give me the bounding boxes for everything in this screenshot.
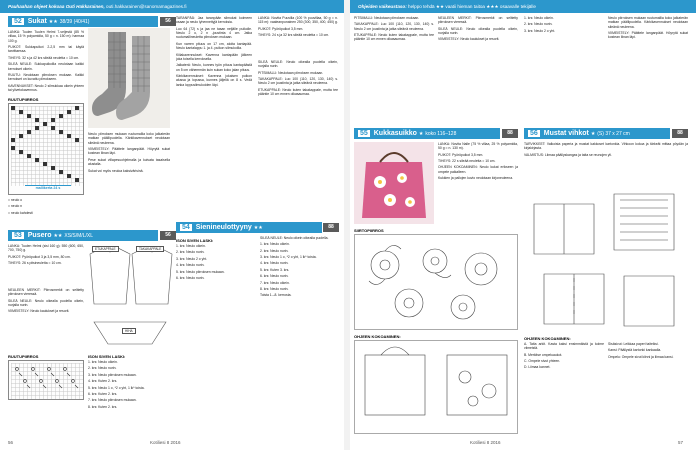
- text-paragraph: Luo 64 (72) s ja jaa ne tasan neljälle puikolle. Neulo 2 o, 2 n -joustinta 4 cm. Jatka ruutumallineuletta piirroksen mukaan.: [176, 26, 252, 40]
- page-number-left: 56: [8, 440, 14, 446]
- pattern-name: Mustat vihkot: [543, 130, 589, 137]
- socks-photo: [88, 28, 170, 128]
- text-paragraph: VIIMEISTELY: Päättele langanpäät. Höyrytä sukat kostean liinan läpi.: [608, 31, 688, 40]
- text-paragraph: 4. krs: Neulo nurin.: [176, 263, 205, 268]
- subheading: ISON SIVEN LASKI:: [88, 354, 126, 359]
- garment-schematic: [86, 244, 174, 314]
- notebook-assembly-diagram: [524, 184, 688, 334]
- text-paragraph: VALMISTUS: Liimaa päällyskangas ja taita se reunojen yli.: [524, 152, 612, 157]
- pattern-52-col1: [8, 30, 84, 94]
- text-paragraph: OHJEEN KOKOAMINEN: Neulo kukat erikseen ja ompele paikalleen.: [438, 165, 518, 174]
- pattern-53-col1: [8, 244, 84, 284]
- right-col1-text: [354, 16, 434, 126]
- text-paragraph: PUIKOT: Pyöröpuikot 3,5 mm.: [258, 26, 304, 31]
- text-paragraph: Sukat voi myös neuloa kaksivärisinä.: [88, 168, 144, 173]
- sleeve-schematic: [86, 318, 174, 348]
- text-paragraph: 4. krs: Neulo nurin.: [260, 261, 289, 266]
- difficulty-stars: ★: [418, 131, 424, 137]
- schematic-label: ETUKAPPALE: [92, 246, 119, 252]
- text-paragraph: 5. krs: Neulo 1 o, *2 o yht, 1 lk* toista.: [88, 385, 145, 390]
- subheading: ISON SIVEN LASKI:: [176, 238, 214, 243]
- legend-item: = neulo o: [8, 198, 23, 202]
- text-paragraph: SILEÄ NEULE: Sukkapuikoilla neulotaan kaikki kerrokset oikein.: [8, 62, 84, 71]
- assembly-caption: OHJEEN KOKOAMINEN:: [354, 334, 401, 339]
- footer-brand-left: Kotiliesi 8 2016: [150, 440, 181, 446]
- pattern-sizes: (S) 37 x 27 cm: [597, 131, 630, 137]
- pattern-53-col1-lower: [8, 288, 84, 352]
- page-ref-badge: 88: [502, 129, 518, 138]
- bag-assembly-diagram: [354, 340, 518, 434]
- mallikerta-label: [25, 185, 71, 193]
- text-paragraph: 6. krs: Neulo nurin.: [176, 275, 205, 280]
- text-paragraph: 3. krs: Neulo piirroksen mukaan.: [88, 372, 137, 377]
- text-paragraph: 2. krs: Neulo nurin.: [88, 366, 117, 371]
- text-paragraph: A. Taita arkit. Kasta kaksi ensimmäistä ja kolme viimeistä.: [524, 342, 604, 351]
- text-paragraph: TIHEYS: 22 s sileää neuletta = 10 cm.: [438, 159, 496, 164]
- text-paragraph: LANKA: Tuulen Tuulen Helmi 7-veljestä (85 % villaa, 15 % polyamidia, 50 g = n. 150 m): harmaa 100 g.: [8, 30, 84, 43]
- difficulty-stars: ★: [590, 131, 596, 137]
- text-paragraph: 7. krs: Neulo oikein.: [260, 280, 290, 285]
- header-left-brand: Pauhaahan ohjeet kokoaa Outi Hakkarainen,: [8, 4, 105, 9]
- text-paragraph: PITSIMALLI: Neulotaan piirroksen mukaan.: [354, 16, 420, 20]
- text-paragraph: SILEÄ NEULE: Neulo oikealla puolella oikein, nurjalla nurin.: [438, 26, 518, 36]
- pattern-53-col3: [176, 236, 256, 432]
- text-paragraph: NEULEEN MERKIT: Piirrosmerkit on selitetty piirroksen vieressä.: [8, 288, 84, 297]
- text-paragraph: 1. krs: Neulo oikein.: [260, 242, 290, 247]
- header-left: [0, 0, 344, 13]
- pattern-54-col3: [260, 236, 340, 432]
- text-paragraph: SILEÄ NEULE: Neulo oikein oikealla puolella.: [260, 236, 329, 240]
- difficulty-stars: ★★: [53, 233, 63, 239]
- text-paragraph: LANKA: Novita Nalle (75 % villaa, 25 % polyamidia, 50 g = n. 130 m).: [438, 142, 518, 151]
- right-col4-text: [608, 16, 688, 126]
- text-paragraph: SILEÄ NEULE: Neulo oikealla puolella oikein, nurjalla nurin.: [258, 60, 338, 69]
- text-paragraph: ETUKAPPALE: Neulo kuten takakappale, mutta tee pääntie 10 cm ennen olkasaumaa.: [258, 87, 338, 97]
- pattern-56-col2: [524, 342, 604, 432]
- pattern-name: Pusero: [27, 232, 52, 239]
- text-paragraph: 2. krs: Neulo nurin.: [260, 248, 289, 253]
- pattern-54-intro: [258, 16, 338, 58]
- text-paragraph: 2. krs: Neulo nurin.: [176, 250, 205, 255]
- lace-chart: [8, 360, 84, 400]
- legend-item: = neulo n: [8, 204, 23, 209]
- text-paragraph: PUIKOT: Pyöröpuikot 3,5 mm.: [438, 152, 484, 157]
- text-paragraph: 8. krs: Neulo nurin.: [260, 286, 289, 291]
- pattern-56-col3: [608, 342, 688, 432]
- text-paragraph: 3. krs: Neulo 1 o, *2 o yht, 1 lk* toista.: [260, 255, 317, 260]
- header-right-difficulty: helppo tehdä ★★ vaatii hieman taitoa ★★★ osaavalle tekijälle: [408, 4, 536, 9]
- header-right-title: Ohjeiden vaikeustaso:: [358, 4, 407, 9]
- text-paragraph: PUIKOT: Sukkapuikot 2-2,5 mm tai käytä tarvittaessa.: [8, 45, 84, 54]
- text-paragraph: VIIMEISTELY: Päättele langanpäät. Höyrytä sukat kostean liinan läpi.: [88, 147, 170, 156]
- text-paragraph: KAVENNUKSET: Neulo 2 silmukkaa oikein yhteen tai ylivetokavennus.: [8, 83, 84, 92]
- difficulty-stars: ★★: [48, 19, 58, 25]
- text-paragraph: 6. krs: Kuten 2. krs.: [88, 391, 118, 396]
- pattern-number: 54: [182, 224, 190, 231]
- pattern-56-intro: [524, 142, 688, 182]
- text-paragraph: B. Merkitse ompeluaukot.: [524, 352, 563, 357]
- page-gutter: [344, 0, 350, 450]
- right-col2-text: [438, 16, 518, 126]
- header-right: [350, 0, 696, 13]
- assembly-caption: OHJEEN KOKOAMINEN:: [524, 336, 571, 341]
- pattern-55-title: [354, 128, 500, 139]
- text-paragraph: VIIMEISTELY: Neulo kaulukset ja resorit.: [8, 309, 70, 314]
- text-paragraph: VIIMEISTELY: Neulo kaulukset ja resorit.: [438, 37, 500, 42]
- text-paragraph: 3. krs: Neulo 2 o yht.: [176, 256, 208, 261]
- sock-chart-legend: [8, 198, 84, 226]
- text-paragraph: TARVIKKEET: Valkoista paperia ja mustat kakkoset kartonkia. Vihkoon kokoa ja tärkeät mittaa pöydän ja kirjakirjasta.: [524, 142, 688, 151]
- pattern-53-title: [8, 230, 158, 241]
- sock-chart-symbols: [11, 106, 83, 186]
- pattern-sizes: koko 116–128: [425, 131, 457, 137]
- mallikerta-count: 24 s: [53, 186, 61, 190]
- text-paragraph: TIHEYS: 32 s ja 42 krs sileää neuletta = 10 cm.: [8, 55, 80, 60]
- page-ref-badge: 88: [323, 223, 339, 232]
- pattern-53-col2: [88, 352, 170, 432]
- pattern-sizes: XS/S/M/L/XL: [64, 233, 93, 239]
- text-paragraph: Toista 1.–8. kerrosta.: [260, 293, 292, 298]
- flower-motif-diagram: [354, 234, 518, 330]
- footer-brand-right: Kotiliesi 8 2016: [470, 440, 501, 446]
- text-paragraph: 4. krs: Kuten 2. krs.: [88, 379, 118, 384]
- page-ref-badge: 56: [160, 17, 176, 26]
- lace-chart-symbols: [11, 363, 83, 399]
- pattern-name: Kukkasuikko: [373, 130, 417, 137]
- text-paragraph: LANKA: Novita Puuvilla (100 % puuvillaa, 50 g = n. 115 m): vaaleanpunainen 250 (300, 350, 400, 450) g.: [258, 16, 338, 25]
- legend-item: = neulo kahdesti: [8, 210, 33, 215]
- ruutupiirros-caption: RUUTUPIIRROS: [8, 354, 39, 359]
- text-paragraph: PUIKOT: Pyöröpuikot 3 ja 3,5 mm, 80 cm.: [8, 254, 71, 259]
- schematic-label: HIHA: [122, 328, 136, 334]
- text-paragraph: 2. krs: Neulo nurin.: [524, 22, 553, 27]
- text-paragraph: 1. krs: Neulo oikein.: [524, 16, 554, 20]
- text-paragraph: 5. krs: Kuten 3. krs.: [260, 267, 290, 272]
- text-paragraph: SILEÄ NEULE: Neulo oikealla puolella oikein, nurjalla nurin.: [8, 298, 84, 308]
- text-paragraph: 3. krs: Neulo 2 o yht.: [524, 28, 556, 33]
- text-paragraph: Sisäsivut: Leikkaa paperi taiteiksi.: [608, 342, 659, 346]
- text-paragraph: TIHEYS: 26 s pitsineuletta = 10 cm.: [8, 261, 62, 266]
- text-paragraph: D. Liimaa kannet.: [524, 365, 551, 370]
- header-left-email: outi.hakkarainen@sanomamagazines.fi: [106, 4, 187, 9]
- pattern-52-col3: [176, 16, 252, 216]
- text-paragraph: Neulo piirroksen mukaan ruutumallia koko jalkaterän matkan päällipuolella. Kärkikavennukset neulotaan sileänä neuleena.: [88, 132, 170, 145]
- difficulty-stars: ★★: [253, 225, 263, 231]
- text-paragraph: TAKAKAPPALE: Luo 100 (110, 120, 130, 140) s. Neulo 2 cm joustinta ja jatka sileänä neuleena.: [354, 22, 434, 31]
- text-paragraph: Pese sukat villapesuohjelmalla ja kuivata tasaisella alustalla.: [88, 157, 170, 167]
- text-paragraph: NEULEEN MERKIT: Piirrosmerkit on selitetty piirroksen vieressä.: [438, 16, 518, 25]
- text-paragraph: Kiilakavennukset: Kavenna kantapään jälkeen joka toisella kerroksella.: [176, 52, 252, 61]
- pattern-54-title: [176, 222, 322, 233]
- text-paragraph: Kun varren pituus on 17 cm, aloita kantapää. Neulo kantalappu 1. ja 4. puikon silmukoilla.: [176, 41, 252, 51]
- text-paragraph: Kansi: Päällystä kartonki kankaalla.: [608, 348, 662, 353]
- text-paragraph: TAKAKAPPALE: Luo 100 (110, 120, 130, 140) s. Neulo 2 cm joustinta ja jatka sileänä neuleena.: [258, 77, 338, 86]
- text-paragraph: 8. krs: Kuten 2. krs.: [88, 404, 118, 409]
- pattern-54-col2: [258, 60, 338, 220]
- text-paragraph: 6. krs: Neulo nurin.: [260, 274, 289, 279]
- text-paragraph: PITSIMALLI: Neulotaan piirroksen mukaan.: [258, 70, 324, 75]
- pattern-number: 56: [530, 130, 538, 137]
- text-paragraph: 5. krs: Neulo piirroksen mukaan.: [176, 269, 225, 274]
- text-paragraph: RUUTU: Neulotaan piirroksen mukaan. Kaikki kerrokset on kuvattu piirrokseen.: [8, 72, 84, 82]
- text-paragraph: LANKA: Tuulen Helmi (sisl 160 g): 550 (600, 650, 700, 750) g.: [8, 244, 84, 253]
- page-number-right: 57: [678, 440, 684, 446]
- text-paragraph: Ompelu: Ompele sivut kiinni ja liimaa kansi.: [608, 354, 674, 359]
- text-paragraph: TARANPÄÄ: Jaa taranpään silmukat kolmeen osaan ja neulo lyhennettyjä kerroksia.: [176, 16, 252, 25]
- text-paragraph: TIHEYS: 24 s ja 32 krs sileää neuletta = 10 cm.: [258, 33, 330, 38]
- pattern-52-col2-lower: [88, 132, 170, 228]
- pattern-name: Sukat: [27, 18, 47, 25]
- schematic-label: TAKAKAPPALE: [136, 246, 164, 252]
- pattern-56-title: [524, 128, 670, 139]
- text-paragraph: C. Ompele sivut yhteen.: [524, 359, 561, 364]
- right-col3-text: [524, 16, 604, 126]
- sock-chart: [8, 103, 84, 195]
- mallikerta-text: mallikerta: [35, 186, 53, 190]
- siirtopiirros-caption: SIIRTOPIIRROS: [354, 228, 384, 233]
- page-ref-badge: 88: [672, 129, 688, 138]
- pattern-sizes: 38/39 (40/41): [59, 19, 90, 25]
- page-ref-badge: 56: [160, 231, 176, 240]
- text-paragraph: Kukkien ja pallojen kuvio neulotaan kirjoneuleena.: [438, 176, 514, 181]
- pattern-number: 55: [360, 130, 368, 137]
- flower-bag-photo: [354, 142, 434, 224]
- text-paragraph: Jalkaterä: Neulo, kunnes työn pituus kantapäästä on 5 cm vähemmän kuin sukan koko jalan pituus.: [176, 63, 252, 72]
- text-paragraph: 1. krs: Neulo oikein.: [176, 244, 206, 249]
- text-paragraph: Neulo piirroksen mukaan ruutumallia koko jalkaterän matkan päällipuolella. Kärkikavennukset neulotaan sileänä neuleena.: [608, 16, 688, 29]
- pattern-number: 53: [14, 232, 22, 239]
- pattern-55-col1: [438, 142, 518, 224]
- text-paragraph: 7. krs: Neulo piirroksen mukaan.: [88, 398, 137, 403]
- text-paragraph: Kärkikavennukset: Kavenna jokaisen puikon alussa ja lopussa, kunnes jäljellä on 8 s. Vedä lanka loppusilmukoiden läpi.: [176, 73, 252, 87]
- pattern-52-title: [8, 16, 158, 27]
- pattern-number: 52: [14, 18, 22, 25]
- text-paragraph: 1. krs: Neulo oikein.: [88, 360, 118, 365]
- pattern-name: Sienineulottyyny: [195, 224, 252, 231]
- text-paragraph: ETUKAPPALE: Neulo kuten takakappale, mutta tee pääntie 10 cm ennen olkasaumaa.: [354, 33, 434, 42]
- ruutupiirros-caption: RUUTUPIIRROS: [8, 97, 39, 102]
